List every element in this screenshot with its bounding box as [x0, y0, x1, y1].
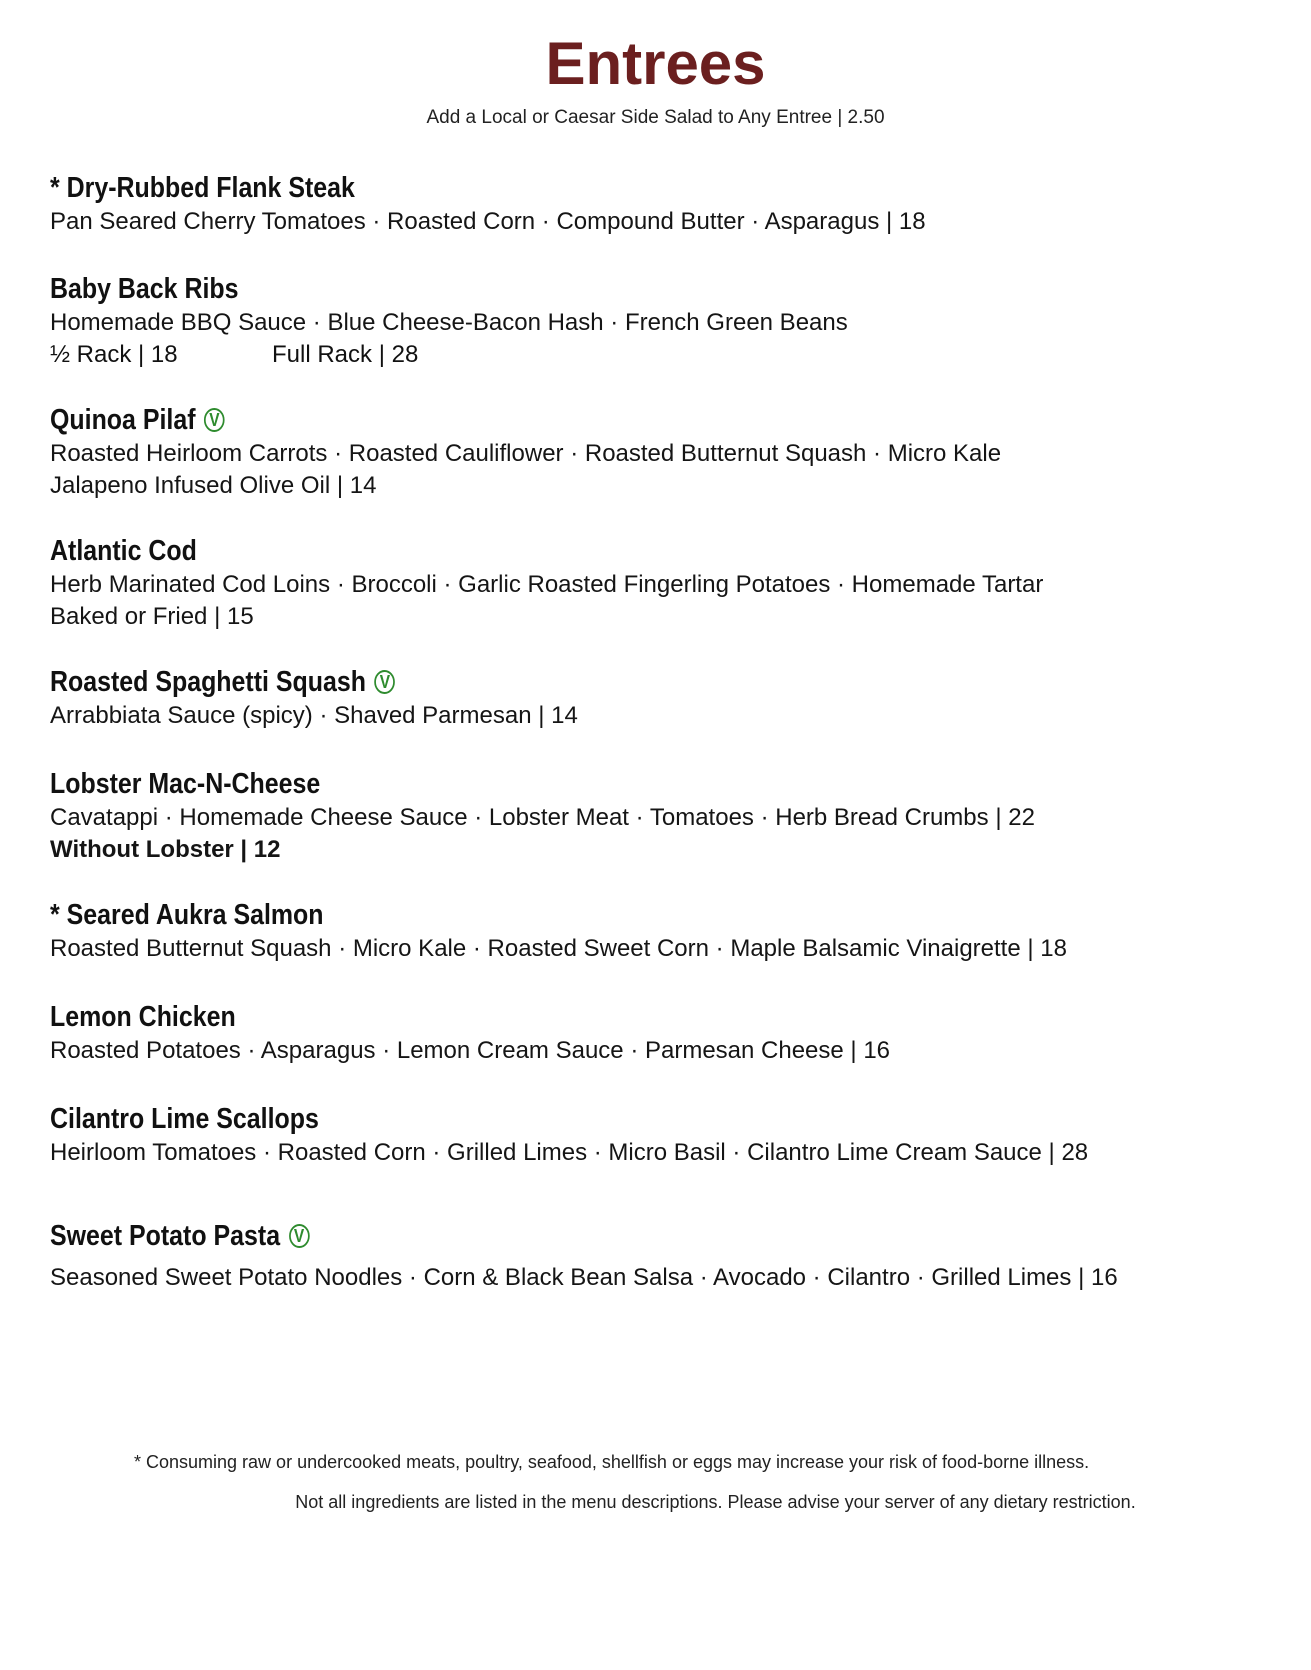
menu-item-spaghetti-squash [50, 664, 1280, 732]
item-name: * Dry-Rubbed Flank Steak [50, 172, 355, 204]
menu-item-scallops [50, 1101, 1280, 1169]
price-full-rack: Full Rack | 28 [272, 341, 419, 368]
raw-food-warning: * Consuming raw or undercooked meats, poultry, seafood, shellfish or eggs may increase your risk of food-borne illness. [134, 1452, 1090, 1472]
item-description: Herb Marinated Cod Loins · Broccoli · Garlic Roasted Fingerling Potatoes · Homemade Tartar [50, 571, 1044, 598]
menu-item-aukra-salmon [50, 897, 1280, 965]
vegetarian-icon: V [204, 408, 225, 432]
page-subtitle: Add a Local or Caesar Side Salad to Any Entree | 2.50 [426, 107, 885, 128]
dietary-notice: Not all ingredients are listed in the menu descriptions. Please advise your server of any dietary restriction. [295, 1492, 1136, 1512]
item-description-2: Baked or Fried | 15 [50, 603, 254, 630]
item-name: Lobster Mac-N-Cheese [50, 768, 321, 800]
item-description: Homemade BBQ Sauce · Blue Cheese-Bacon Hash · French Green Beans [50, 309, 848, 336]
item-description: Roasted Potatoes · Asparagus · Lemon Cream Sauce · Parmesan Cheese | 16 [50, 1037, 891, 1064]
item-alt-price: Without Lobster | 12 [50, 836, 281, 863]
vegetarian-icon: V [289, 1224, 310, 1248]
item-description: Pan Seared Cherry Tomatoes · Roasted Corn · Compound Butter · Asparagus | 18 [50, 208, 926, 235]
menu-item-lobster-mac [50, 766, 1280, 866]
item-description: Seasoned Sweet Potato Noodles · Corn & Black Bean Salsa · Avocado · Cilantro · Grilled Limes | 16 [50, 1264, 1118, 1291]
item-description: Roasted Heirloom Carrots · Roasted Cauliflower · Roasted Butternut Squash · Micro Kale [50, 440, 1002, 467]
item-name: Quinoa Pilaf V [50, 402, 1108, 438]
item-description: Arrabbiata Sauce (spicy) · Shaved Parmesan | 14 [50, 702, 578, 729]
item-name: Roasted Spaghetti Squash V [50, 664, 1108, 700]
menu-item-quinoa-pilaf [50, 402, 1280, 502]
menu-item-lemon-chicken [50, 999, 1280, 1067]
item-description-2: Jalapeno Infused Olive Oil | 14 [50, 472, 377, 499]
page-title: Entrees [545, 30, 766, 97]
item-price-options [50, 339, 1280, 371]
vegetarian-icon: V [375, 670, 396, 694]
item-name: Sweet Potato Pasta V [50, 1218, 1108, 1254]
item-description: Cavatappi · Homemade Cheese Sauce · Lobster Meat · Tomatoes · Herb Bread Crumbs | 22 [50, 804, 1035, 831]
menu-item-sweet-potato-pasta [50, 1218, 1280, 1294]
item-name: Cilantro Lime Scallops [50, 1103, 319, 1135]
item-description: Roasted Butternut Squash · Micro Kale · Roasted Sweet Corn · Maple Balsamic Vinaigrette | 18 [50, 935, 1067, 962]
item-name: * Seared Aukra Salmon [50, 899, 324, 931]
menu-item-atlantic-cod [50, 533, 1280, 633]
item-name: Baby Back Ribs [50, 273, 239, 305]
menu-item-flank-steak [50, 170, 1280, 238]
item-description: Heirloom Tomatoes · Roasted Corn · Grilled Limes · Micro Basil · Cilantro Lime Cream Sauce | 28 [50, 1139, 1089, 1166]
menu-item-baby-back-ribs [50, 271, 1280, 371]
price-half-rack: ½ Rack | 18 [50, 341, 178, 368]
item-name: Atlantic Cod [50, 535, 197, 567]
item-name: Lemon Chicken [50, 1001, 236, 1033]
